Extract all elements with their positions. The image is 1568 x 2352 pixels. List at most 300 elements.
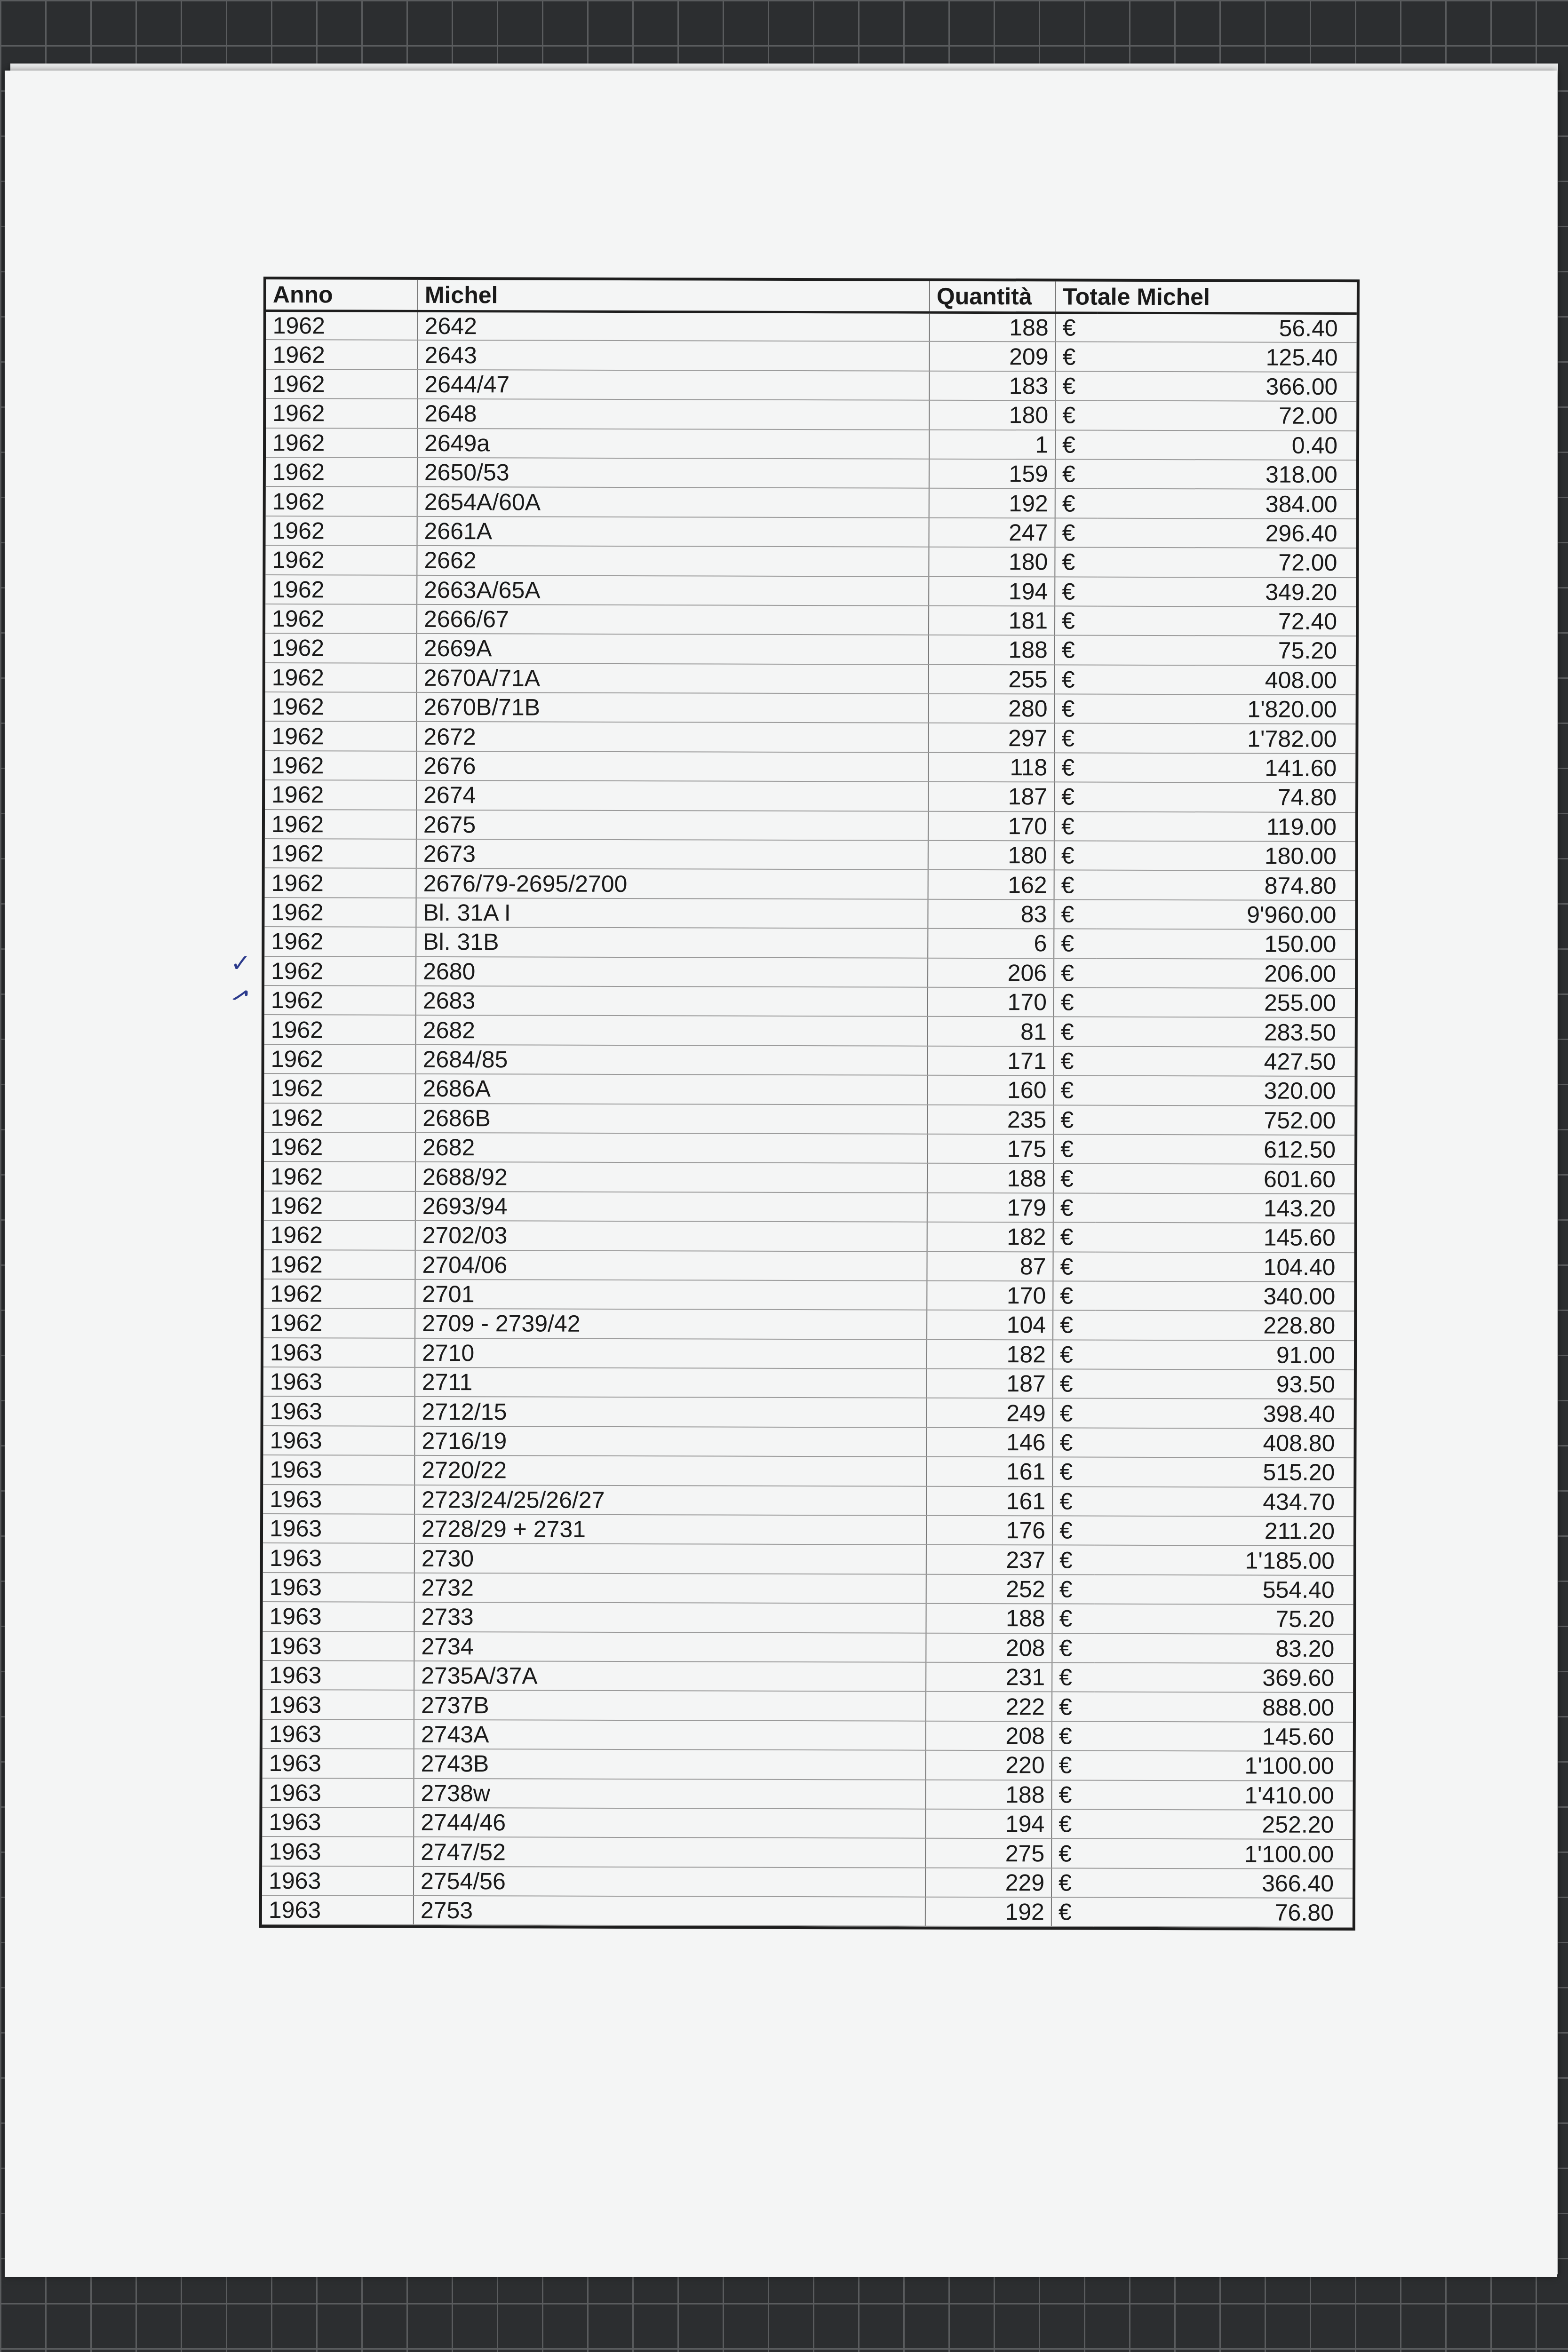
cell-michel: 2711 <box>415 1367 927 1398</box>
cell-anno: 1962 <box>265 780 416 810</box>
cell-quantita: 81 <box>928 1017 1054 1046</box>
table-row <box>263 1748 1353 1780</box>
cell-michel: 2661A <box>417 516 929 547</box>
cell-anno: 1963 <box>263 1602 414 1631</box>
cell-anno: 1962 <box>263 1308 415 1338</box>
cell-michel: 2732 <box>414 1573 926 1604</box>
cell-michel: 2669A <box>417 634 929 664</box>
cell-quantita: 170 <box>928 811 1054 841</box>
cell-michel: 2676 <box>416 751 928 782</box>
cell-michel: 2673 <box>416 839 928 870</box>
cell-currency: € <box>1055 401 1098 430</box>
cell-currency: € <box>1055 459 1098 489</box>
cell-michel: 2712/15 <box>415 1397 927 1427</box>
cell-michel: 2682 <box>415 1133 927 1163</box>
cell-totale: 601.60 <box>1096 1164 1354 1194</box>
cell-totale: 72.00 <box>1098 401 1356 431</box>
table-row <box>263 1455 1353 1487</box>
cell-quantita: 188 <box>925 1780 1051 1809</box>
cell-quantita: 179 <box>927 1192 1053 1222</box>
table-row <box>265 545 1356 577</box>
cell-anno: 1963 <box>263 1690 414 1719</box>
cell-anno: 1962 <box>264 1132 415 1162</box>
cell-quantita: 180 <box>929 547 1055 577</box>
table-row <box>262 1866 1353 1898</box>
table-row <box>265 721 1355 753</box>
cell-currency: € <box>1052 1428 1095 1457</box>
cell-quantita: 104 <box>927 1310 1053 1340</box>
cell-currency: € <box>1054 1017 1096 1047</box>
cell-totale: 119.00 <box>1097 811 1355 842</box>
cell-quantita: 160 <box>927 1075 1053 1105</box>
cell-michel: 2693/94 <box>415 1192 927 1222</box>
cell-michel: 2662 <box>417 546 929 576</box>
cell-michel: 2747/52 <box>414 1837 925 1867</box>
cell-michel: 2702/03 <box>415 1221 927 1251</box>
cell-quantita: 237 <box>926 1545 1052 1574</box>
cell-anno: 1962 <box>266 516 417 546</box>
cell-quantita: 222 <box>926 1692 1052 1721</box>
table-row <box>263 1338 1354 1370</box>
cell-currency: € <box>1054 753 1097 782</box>
table-row <box>264 898 1355 930</box>
cell-michel: 2738w <box>414 1778 925 1809</box>
table-row <box>265 810 1355 842</box>
cell-anno: 1963 <box>263 1573 414 1602</box>
cell-quantita: 181 <box>929 606 1055 636</box>
cell-michel: 2642 <box>418 311 930 342</box>
cell-currency: € <box>1051 1809 1094 1839</box>
cell-quantita: 188 <box>926 1604 1052 1633</box>
cell-totale: 91.00 <box>1095 1340 1354 1370</box>
cell-totale: 408.80 <box>1095 1428 1353 1458</box>
cell-totale: 125.40 <box>1098 342 1356 372</box>
cell-currency: € <box>1052 1545 1095 1575</box>
cell-totale: 1'782.00 <box>1097 723 1355 754</box>
cell-totale: 318.00 <box>1098 460 1356 490</box>
table-row <box>263 1396 1354 1428</box>
cell-totale: 398.40 <box>1095 1398 1354 1429</box>
cell-totale: 0.40 <box>1098 430 1356 460</box>
header-totale-michel: Totale Michel <box>1056 281 1357 313</box>
cell-quantita: 87 <box>927 1251 1053 1281</box>
cell-totale: 384.00 <box>1098 489 1356 519</box>
cell-michel: 2682 <box>416 1015 928 1046</box>
cell-currency: € <box>1055 606 1097 636</box>
table-row <box>262 1778 1353 1810</box>
cell-anno: 1962 <box>265 721 416 751</box>
cell-michel: 2644/47 <box>417 370 929 400</box>
cell-michel: 2743B <box>414 1749 926 1780</box>
cell-anno: 1963 <box>262 1866 414 1896</box>
cell-anno: 1962 <box>264 985 416 1015</box>
cell-michel: 2735A/37A <box>414 1661 926 1692</box>
cell-anno: 1962 <box>265 545 417 575</box>
cell-totale: 349.20 <box>1097 577 1356 607</box>
cell-anno: 1962 <box>264 1220 415 1250</box>
cell-quantita: 297 <box>928 723 1054 753</box>
cell-currency: € <box>1055 665 1097 694</box>
table-row <box>263 1631 1353 1663</box>
cell-totale: 366.40 <box>1094 1868 1353 1898</box>
cell-michel: 2710 <box>415 1338 927 1369</box>
table-row <box>265 839 1355 871</box>
cell-currency: € <box>1054 987 1096 1017</box>
cell-currency: € <box>1055 577 1097 606</box>
cell-currency: € <box>1053 1076 1096 1105</box>
cell-michel: 2744/46 <box>414 1808 925 1838</box>
cell-quantita: 188 <box>927 1163 1053 1193</box>
cell-michel: 2701 <box>415 1279 927 1310</box>
cell-anno: 1962 <box>266 369 417 399</box>
cell-quantita: 175 <box>927 1134 1053 1164</box>
cell-currency: € <box>1052 1486 1095 1516</box>
cell-quantita: 235 <box>927 1104 1053 1134</box>
cell-anno: 1962 <box>265 839 416 868</box>
cell-quantita: 249 <box>927 1398 1053 1428</box>
cell-quantita: 194 <box>929 576 1055 606</box>
table-row <box>264 1161 1354 1193</box>
cell-currency: € <box>1052 1457 1095 1487</box>
cell-totale: 554.40 <box>1095 1574 1353 1605</box>
cell-currency: € <box>1051 1839 1094 1868</box>
table-row <box>265 663 1356 695</box>
cell-currency: € <box>1053 1369 1095 1398</box>
cell-currency: € <box>1052 1721 1094 1751</box>
cell-totale: 211.20 <box>1095 1516 1353 1546</box>
cell-quantita: 231 <box>926 1662 1052 1692</box>
table-row <box>263 1485 1353 1517</box>
table-row <box>265 633 1356 665</box>
table-row <box>264 1191 1354 1223</box>
table-row <box>263 1543 1353 1575</box>
cell-michel: Bl. 31A I <box>416 898 928 929</box>
cell-quantita: 206 <box>928 958 1054 987</box>
cell-currency: € <box>1056 312 1098 342</box>
cell-anno: 1962 <box>266 310 418 340</box>
cell-michel: 2674 <box>416 780 928 811</box>
cell-quantita: 280 <box>929 694 1055 723</box>
cell-totale: 75.20 <box>1094 1604 1353 1634</box>
table-row <box>263 1573 1353 1605</box>
table-row <box>266 340 1356 372</box>
cell-quantita: 188 <box>929 635 1055 665</box>
cell-currency: € <box>1053 1281 1095 1311</box>
table-row <box>264 927 1355 959</box>
cell-michel: 2676/79-2695/2700 <box>416 868 928 899</box>
cell-currency: € <box>1052 1574 1095 1604</box>
cell-totale: 752.00 <box>1096 1105 1354 1135</box>
cell-currency: € <box>1052 1662 1094 1692</box>
cell-anno: 1963 <box>263 1367 415 1397</box>
cell-michel: 2716/19 <box>414 1426 926 1457</box>
cell-currency: € <box>1053 1193 1096 1223</box>
table-row <box>266 457 1356 489</box>
cell-anno: 1962 <box>264 1103 415 1133</box>
table-row <box>265 780 1355 812</box>
cell-quantita: 118 <box>928 753 1054 782</box>
cell-anno: 1962 <box>263 1279 415 1309</box>
cell-totale: 83.20 <box>1094 1633 1353 1663</box>
table-body <box>262 310 1357 1928</box>
cell-anno: 1962 <box>265 868 416 898</box>
cell-totale: 74.80 <box>1097 782 1355 812</box>
cell-quantita: 180 <box>929 400 1055 430</box>
cell-totale: 93.50 <box>1095 1369 1354 1399</box>
cell-currency: € <box>1054 782 1097 812</box>
table-row <box>263 1308 1354 1340</box>
cell-totale: 145.60 <box>1094 1721 1353 1751</box>
cell-currency: € <box>1055 548 1097 577</box>
table-row <box>263 1602 1353 1634</box>
table-row <box>263 1719 1353 1751</box>
table-row <box>263 1426 1353 1458</box>
cell-michel: 2730 <box>414 1543 926 1574</box>
cell-michel: 2728/29 + 2731 <box>414 1514 926 1545</box>
cell-anno: 1963 <box>262 1836 414 1866</box>
cell-totale: 283.50 <box>1096 1017 1355 1047</box>
cell-michel: 2733 <box>414 1602 926 1633</box>
table-row <box>266 428 1356 460</box>
cell-quantita: 252 <box>926 1574 1052 1604</box>
cell-anno: 1963 <box>262 1895 414 1925</box>
cell-totale: 104.40 <box>1095 1252 1354 1282</box>
cell-currency: € <box>1054 929 1096 959</box>
table-row <box>265 868 1355 900</box>
cell-anno: 1963 <box>263 1338 415 1367</box>
cell-anno: 1963 <box>263 1543 414 1573</box>
cell-totale: 255.00 <box>1096 988 1355 1018</box>
cell-currency: € <box>1055 694 1097 723</box>
cell-quantita: 170 <box>927 1281 1053 1311</box>
cell-anno: 1963 <box>263 1426 414 1455</box>
cell-michel: 2684/85 <box>416 1045 928 1075</box>
table-row <box>262 1807 1353 1839</box>
table-row <box>263 1367 1354 1399</box>
cell-totale: 76.80 <box>1094 1898 1353 1928</box>
cell-totale: 434.70 <box>1095 1486 1353 1517</box>
cell-quantita: 159 <box>929 459 1055 489</box>
cell-quantita: 176 <box>926 1516 1052 1545</box>
table-row <box>266 310 1357 342</box>
table-row <box>263 1514 1353 1546</box>
header-anno: Anno <box>266 279 418 311</box>
cell-quantita: 209 <box>929 342 1055 371</box>
cell-anno: 1963 <box>262 1807 414 1837</box>
cell-currency: € <box>1055 636 1097 665</box>
handwritten-checkmarks <box>226 948 255 1011</box>
cell-anno: 1962 <box>266 428 417 458</box>
cell-quantita: 275 <box>925 1838 1051 1868</box>
cell-currency: € <box>1052 1633 1094 1663</box>
cell-michel: 2734 <box>414 1631 926 1662</box>
cell-quantita: 170 <box>928 987 1054 1017</box>
cell-currency: € <box>1052 1516 1095 1545</box>
cell-totale: 515.20 <box>1095 1457 1353 1487</box>
cell-totale: 1'100.00 <box>1094 1839 1353 1869</box>
cell-totale: 320.00 <box>1096 1076 1354 1106</box>
cell-anno: 1962 <box>265 810 416 839</box>
cell-quantita: 187 <box>928 782 1054 811</box>
cell-anno: 1963 <box>263 1631 414 1661</box>
table-row <box>266 486 1356 518</box>
cell-michel: 2686A <box>415 1074 927 1104</box>
cell-quantita: 6 <box>928 929 1054 958</box>
cell-quantita: 192 <box>929 488 1055 518</box>
cell-quantita: 208 <box>926 1721 1052 1750</box>
cell-quantita: 171 <box>928 1046 1054 1075</box>
cell-currency: € <box>1053 1340 1095 1369</box>
cell-totale: 150.00 <box>1096 929 1355 959</box>
cell-quantita: 183 <box>929 371 1055 400</box>
cell-anno: 1962 <box>264 956 416 986</box>
cell-currency: € <box>1054 723 1097 753</box>
cell-anno: 1962 <box>265 751 416 780</box>
cell-totale: 369.60 <box>1094 1663 1353 1693</box>
table-row <box>266 369 1356 401</box>
table-row <box>266 516 1356 548</box>
cell-quantita: 247 <box>929 517 1055 547</box>
cell-quantita: 83 <box>928 899 1054 929</box>
cell-currency: € <box>1052 1692 1094 1722</box>
cell-totale: 874.80 <box>1097 870 1355 900</box>
cell-quantita: 180 <box>928 841 1054 870</box>
cell-michel: Bl. 31B <box>416 927 928 958</box>
cell-anno: 1962 <box>265 663 417 692</box>
header-quantita: Quantità <box>930 281 1056 313</box>
cell-totale: 252.20 <box>1094 1810 1353 1840</box>
table-row <box>265 692 1356 724</box>
cell-michel: 2643 <box>417 340 929 371</box>
cell-michel: 2649a <box>417 428 929 459</box>
cell-michel: 2654A/60A <box>417 487 929 517</box>
cell-anno: 1962 <box>264 1191 415 1221</box>
cell-michel: 2704/06 <box>415 1250 927 1280</box>
cell-currency: € <box>1053 1311 1095 1340</box>
cell-currency: € <box>1051 1868 1094 1898</box>
cell-totale: 145.60 <box>1096 1223 1354 1253</box>
cell-quantita: 161 <box>926 1486 1052 1516</box>
table-row <box>263 1661 1353 1692</box>
cell-anno: 1962 <box>265 575 417 604</box>
cell-currency: € <box>1052 1604 1094 1634</box>
cell-anno: 1962 <box>266 340 417 369</box>
cell-quantita: 162 <box>928 870 1054 899</box>
table-row <box>265 604 1356 636</box>
cell-michel: 2754/56 <box>414 1867 925 1897</box>
cell-currency: € <box>1051 1897 1094 1927</box>
table-row <box>264 985 1355 1017</box>
cell-currency: € <box>1054 841 1097 870</box>
cell-quantita: 192 <box>925 1897 1051 1927</box>
cell-totale: 612.50 <box>1096 1135 1354 1165</box>
header-michel: Michel <box>418 280 930 312</box>
check-mark-icon: ✓ <box>226 977 255 1011</box>
cell-michel: 2753 <box>414 1896 925 1926</box>
cell-michel: 2709 - 2739/42 <box>415 1309 927 1339</box>
cell-anno: 1963 <box>263 1396 415 1426</box>
cell-totale: 366.00 <box>1098 371 1356 401</box>
cell-michel: 2672 <box>416 722 928 752</box>
cell-michel: 2648 <box>417 399 929 429</box>
table-row <box>264 956 1355 988</box>
cell-currency: € <box>1055 342 1098 372</box>
cell-currency: € <box>1055 489 1098 518</box>
cell-totale: 1'410.00 <box>1094 1780 1353 1810</box>
cell-anno: 1963 <box>263 1748 414 1778</box>
cell-anno: 1963 <box>263 1514 414 1543</box>
cell-michel: 2680 <box>416 956 928 987</box>
table-row <box>265 575 1356 607</box>
table-row <box>262 1836 1353 1868</box>
cell-totale: 1'185.00 <box>1095 1545 1353 1575</box>
cell-michel: 2723/24/25/26/27 <box>414 1485 926 1515</box>
cell-totale: 75.20 <box>1097 636 1356 666</box>
cell-totale: 206.00 <box>1096 958 1355 988</box>
cell-anno: 1962 <box>264 898 416 927</box>
cell-currency: € <box>1053 1223 1096 1252</box>
cell-michel: 2670B/71B <box>417 692 929 723</box>
table-row <box>264 1103 1354 1135</box>
cell-michel: 2666/67 <box>417 604 929 635</box>
cell-michel: 2650/53 <box>417 458 929 488</box>
cell-anno: 1963 <box>263 1719 414 1749</box>
cell-totale: 1'820.00 <box>1097 694 1356 724</box>
cell-totale: 143.20 <box>1096 1193 1354 1223</box>
cell-anno: 1962 <box>265 692 417 722</box>
cell-totale: 56.40 <box>1098 313 1357 343</box>
cell-totale: 1'100.00 <box>1094 1751 1353 1781</box>
table-row <box>263 1690 1353 1722</box>
cell-anno: 1962 <box>264 1073 415 1103</box>
cell-totale: 72.40 <box>1097 606 1356 636</box>
cell-quantita: 1 <box>929 429 1055 459</box>
cell-anno: 1962 <box>264 1044 416 1074</box>
cell-anno: 1962 <box>266 486 417 516</box>
table-row <box>263 1250 1354 1282</box>
table-row <box>266 398 1356 430</box>
cell-anno: 1962 <box>264 1015 416 1044</box>
cell-quantita: 194 <box>925 1809 1051 1839</box>
cell-michel: 2688/92 <box>415 1162 927 1192</box>
cell-currency: € <box>1053 1398 1095 1428</box>
table-row <box>264 1015 1355 1047</box>
cell-quantita: 146 <box>926 1428 1052 1457</box>
cell-anno: 1963 <box>263 1485 414 1514</box>
cell-anno: 1963 <box>263 1661 414 1690</box>
check-mark-icon: ✓ <box>231 949 251 977</box>
cell-anno: 1962 <box>264 1161 415 1191</box>
cell-quantita: 182 <box>927 1222 1053 1252</box>
cell-totale: 427.50 <box>1096 1046 1355 1076</box>
cell-michel: 2686B <box>415 1103 927 1134</box>
cell-currency: € <box>1053 1134 1096 1164</box>
cell-currency: € <box>1053 1164 1096 1193</box>
table-row <box>263 1279 1354 1311</box>
cell-currency: € <box>1055 371 1098 401</box>
cell-quantita: 182 <box>927 1339 1053 1369</box>
cell-michel: 2675 <box>416 810 928 840</box>
cell-currency: € <box>1053 1252 1095 1281</box>
cell-totale: 141.60 <box>1097 753 1355 783</box>
cell-anno: 1962 <box>265 633 417 663</box>
cell-michel: 2720/22 <box>414 1455 926 1486</box>
cell-quantita: 208 <box>926 1633 1052 1662</box>
cell-anno: 1962 <box>266 398 417 428</box>
stamp-inventory-table <box>259 277 1360 1931</box>
cell-totale: 228.80 <box>1095 1311 1354 1341</box>
table-row <box>265 751 1355 783</box>
